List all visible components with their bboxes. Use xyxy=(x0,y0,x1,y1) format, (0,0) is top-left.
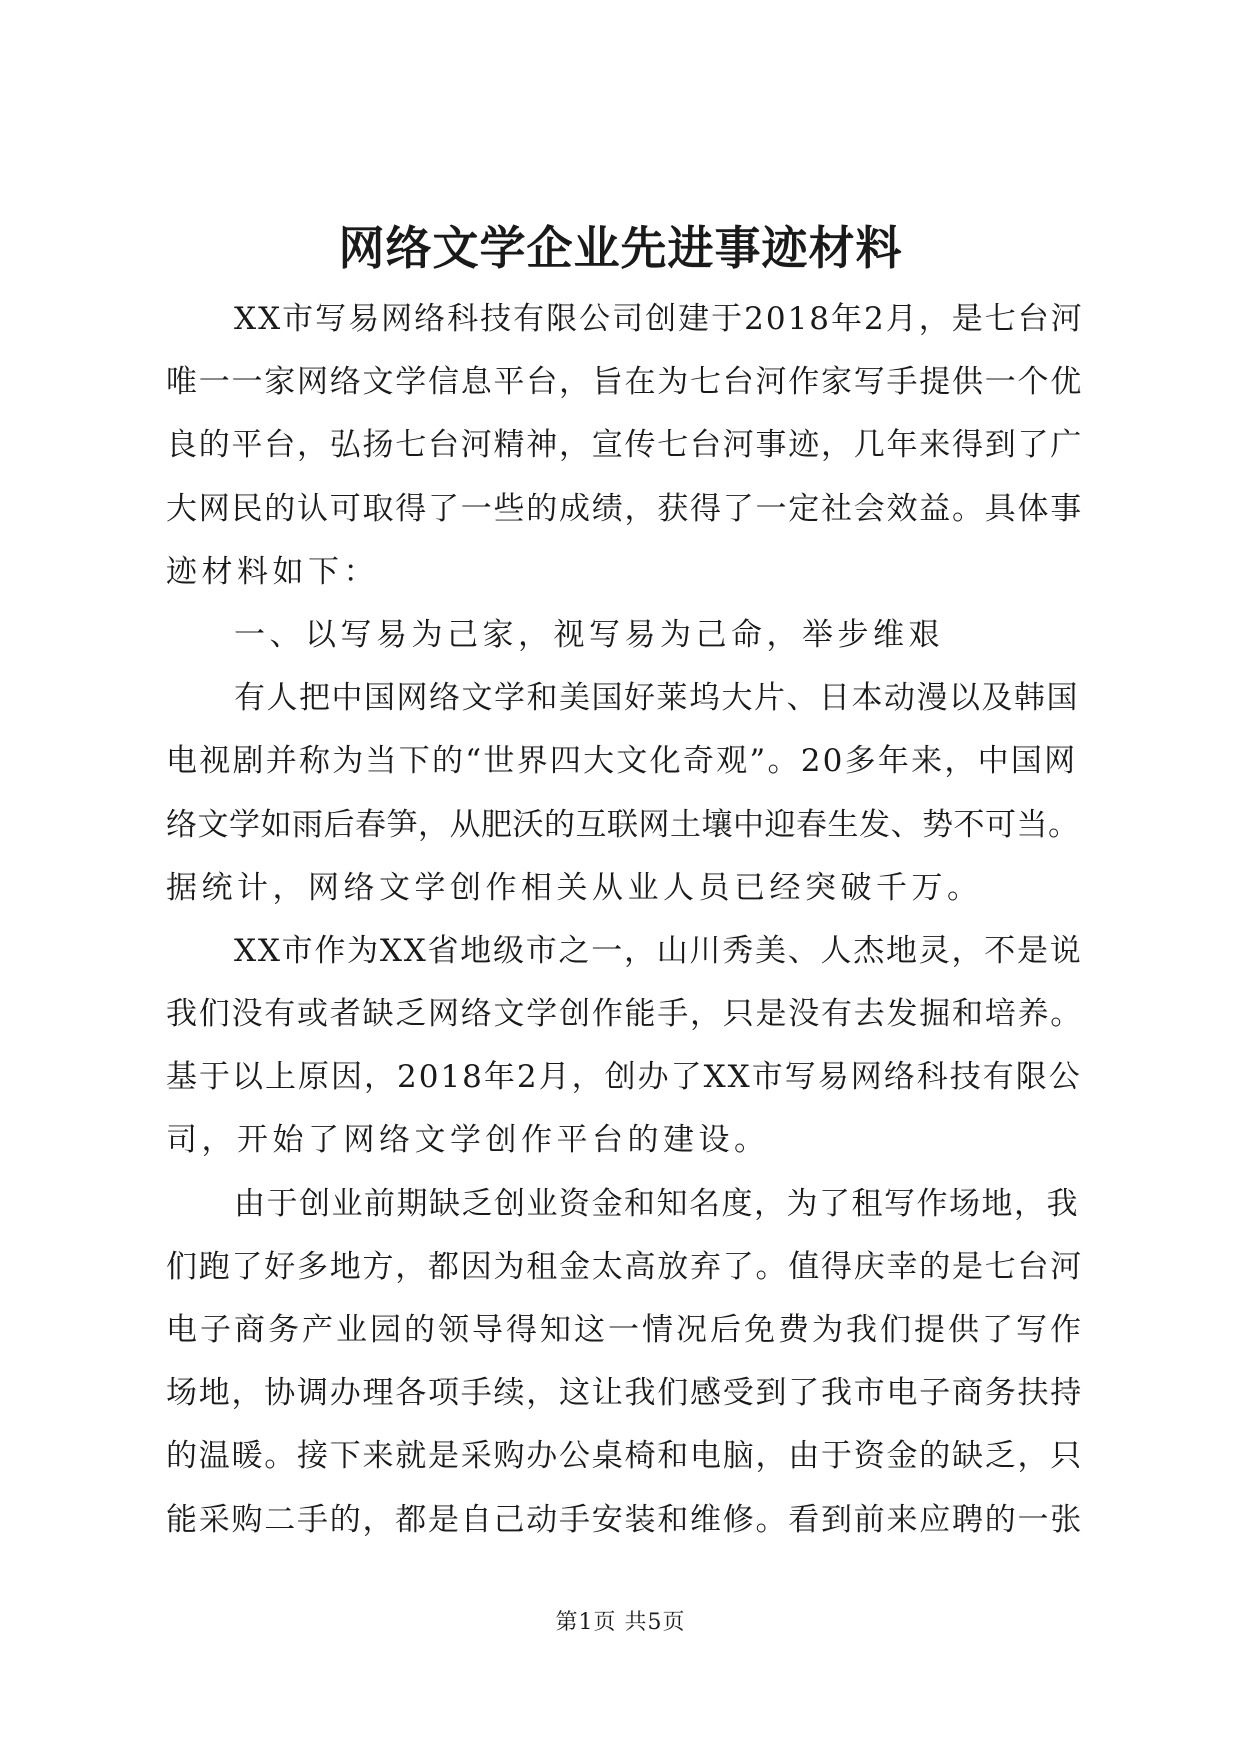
text-line: 由于创业前期缺乏创业资金和知名度，为了租写作场地，我 xyxy=(234,1185,1079,1222)
text-line: 能采购二手的，都是自己动手安装和维修。看到前来应聘的一张 xyxy=(166,1501,1083,1538)
text-line: 迹材料如下： xyxy=(166,553,379,590)
section-heading: 一、以写易为己家，视写易为己命，举步维艰 xyxy=(234,616,944,653)
text-line: 的温暖。接下来就是采购办公桌椅和电脑，由于资金的缺乏，只 xyxy=(166,1438,1083,1475)
text-line: 大网民的认可取得了一些的成绩，获得了一定社会效益。具体事 xyxy=(166,490,1083,527)
document-body xyxy=(166,288,1084,1552)
text-line: 司，开始了网络文学创作平台的建设。 xyxy=(166,1122,770,1159)
text-line: XX市作为XX省地级市之一，山川秀美、人杰地灵，不是说 xyxy=(234,932,1083,969)
text-line: 基于以上原因，2018年2月，创办了XX市写易网络科技有限公 xyxy=(166,1059,1082,1096)
text-line: 唯一一家网络文学信息平台，旨在为七台河作家写手提供一个优 xyxy=(166,364,1083,401)
text-line: 我们没有或者缺乏网络文学创作能手，只是没有去发掘和培养。 xyxy=(166,996,1083,1033)
text-line: XX市写易网络科技有限公司创建于2018年2月，是七台河 xyxy=(234,301,1084,337)
text-line: 有人把中国网络文学和美国好莱坞大片、日本动漫以及韩国 xyxy=(234,680,1079,717)
text-line: 电视剧并称为当下的“世界四大文化奇观”。20多年来，中国网 xyxy=(166,743,1078,780)
text-line: 良的平台，弘扬七台河精神，宣传七台河事迹，几年来得到了广 xyxy=(166,427,1083,464)
text-line: 们跑了好多地方，都因为租金太高放弃了。值得庆幸的是七台河 xyxy=(166,1248,1083,1285)
text-line: 络文学如雨后春笋，从肥沃的互联网土壤中迎春生发、势不可当。 xyxy=(166,806,1080,843)
page-footer: 第1页 共5页 xyxy=(555,1610,686,1635)
text-line: 场地，协调办理各项手续，这让我们感受到了我市电子商务扶持 xyxy=(166,1375,1083,1412)
text-line: 据统计，网络文学创作相关从业人员已经突破千万。 xyxy=(166,869,983,906)
document-title: 网络文学企业先进事迹材料 xyxy=(338,221,903,275)
text-line: 电子商务产业园的领导得知这一情况后免费为我们提供了写作 xyxy=(166,1312,1084,1348)
